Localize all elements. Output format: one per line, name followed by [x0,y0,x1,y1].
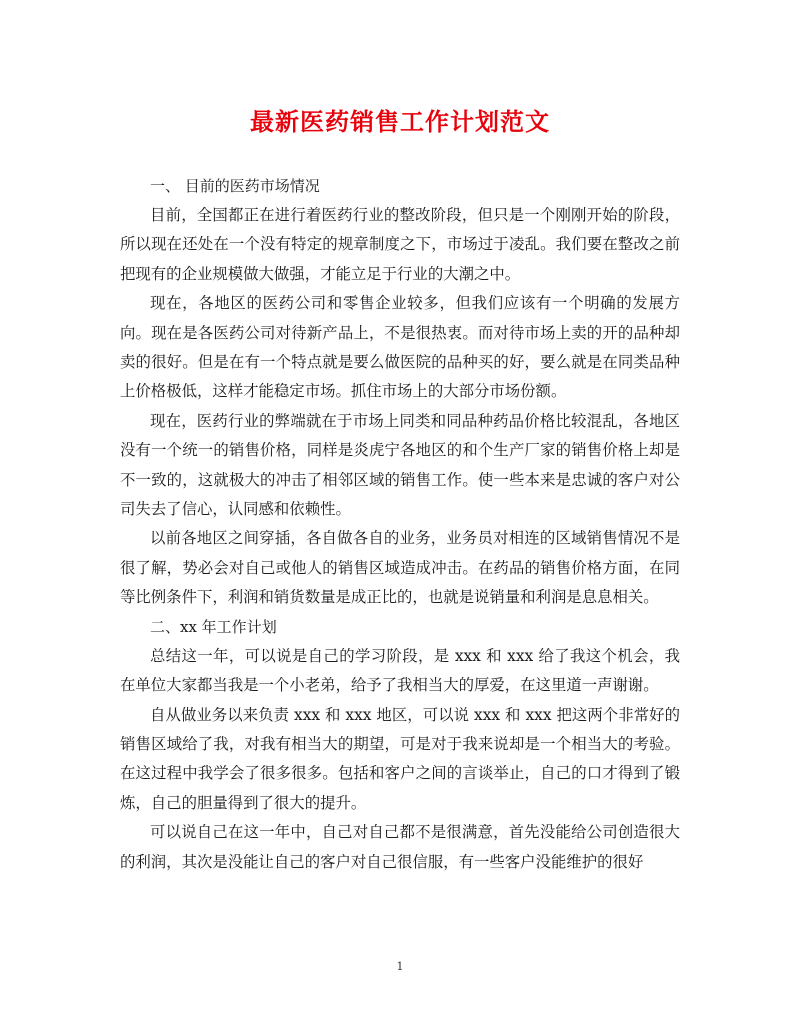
paragraph: 总结这一年，可以说是自己的学习阶段，是 xxx 和 xxx 给了我这个机会，我在单位大家都当我是一个小老弟，给予了我相当大的厚爱，在这里道一声谢谢。 [120,646,680,695]
paragraph: 自从做业务以来负责 xxx 和 xxx 地区，可以说 xxx 和 xxx 把这两个非常好的销售区域给了我，对我有相当大的期望，可是对于我来说却是一个相当大的考验。在这过程中我学会了很多很多。包括和客户之间的言谈举止，自己的口才得到了锻炼，自己的胆量得到了很大的提升。 [120,705,680,812]
paragraph: 现在，医药行业的弊端就在于市场上同类和同品种药品价格比较混乱，各地区没有一个统一的销售价格，同样是炎虎宁各地区的和个生产厂家的销售价格上却是不一致的，这就极大的冲击了相邻区域的销售工作。使一些本来是忠诚的客户对公司失去了信心，认同感和依赖性。 [120,411,680,519]
document-body [120,172,680,877]
paragraph: 目前，全国都正在进行着医药行业的整改阶段，但只是一个刚刚开始的阶段，所以现在还处在一个没有特定的规章制度之下，市场过于凌乱。我们要在整改之前把现有的企业规模做大做强，才能立足于行业的大潮之中。 [120,206,680,283]
section-heading: 二、xx 年工作计划 [150,617,277,636]
paragraph: 以前各地区之间穿插，各自做各自的业务，业务员对相连的区域销售情况不是很了解，势必会对自己或他人的销售区域造成冲击。在药品的销售价格方面，在同等比例条件下，利润和销货数量是成正比的，也就是说销量和利润是息息相关。 [120,529,680,607]
paragraph: 可以说自己在这一年中，自己对自己都不是很满意，首先没能给公司创造很大的利润，其次是没能让自己的客户对自己很信服，有一些客户没能维护的很好 [120,823,680,871]
document-title: 最新医药销售工作计划范文 [250,108,550,136]
page-number: 1 [396,960,404,973]
section-heading: 一、 目前的医药市场情况 [150,177,320,195]
paragraph: 现在，各地区的医药公司和零售企业较多，但我们应该有一个明确的发展方向。现在是各医药公司对待新产品上，不是很热衷。而对待市场上卖的开的品种却卖的很好。但是在有一个特点就是要么做医院的品种买的好，要么就是在同类品种上价格极低，这样才能稳定市场。抓住市场上的大部分市场份额。 [120,294,680,401]
